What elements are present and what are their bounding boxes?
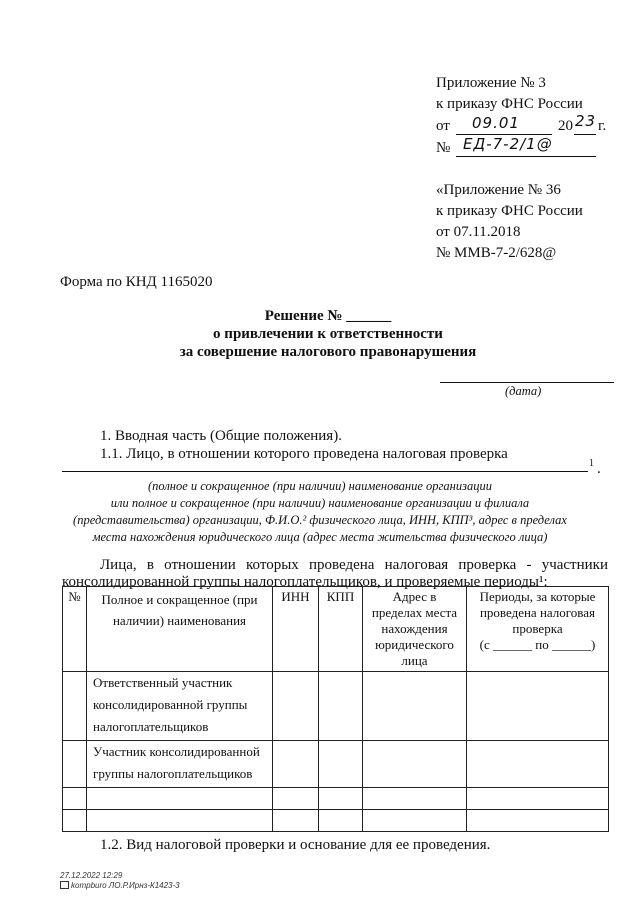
subject-line <box>62 471 588 472</box>
appendix-year-suffix: г. <box>598 118 607 134</box>
appendix-title: Приложение № 3 <box>436 75 546 91</box>
appendix-number-prefix: № <box>436 140 451 156</box>
appendix-year-underline <box>574 134 596 135</box>
row-periods-cell <box>467 788 609 810</box>
row-name-cell <box>87 810 273 832</box>
col-header-kpp: КПП <box>319 587 363 672</box>
row-address-cell <box>363 741 467 788</box>
appendix-number-underline <box>456 156 596 157</box>
subject-caption-1: (полное и сокращенное (при наличии) наименование организации <box>147 479 493 493</box>
subject-line-period: . <box>597 461 601 477</box>
footer-print-info <box>60 881 180 891</box>
decision-subtitle: о привлечении к ответственности <box>213 326 443 342</box>
subject-caption-2: или полное и сокращенное (при наличии) наименование организации и филиала <box>110 496 530 510</box>
date-caption: (дата) <box>505 384 542 398</box>
col-header-periods-text: Периоды, за которые проведена налоговая проверка <box>479 589 596 636</box>
row-kpp-cell <box>319 810 363 832</box>
row-kpp-cell <box>319 672 363 741</box>
row-inn-cell <box>273 741 319 788</box>
appendix-order: к приказу ФНС России <box>436 96 583 112</box>
participants-paragraph-line-2: консолидированной группы налогоплательщиков, и проверяемые периоды¹: <box>62 574 548 590</box>
form-code: Форма по КНД 1165020 <box>60 274 213 290</box>
col-header-address: Адрес в пределах места нахождения юридического лица <box>363 587 467 672</box>
footnote-mark: 1 <box>589 458 594 469</box>
row-name-cell <box>87 788 273 810</box>
table-row <box>63 672 609 741</box>
row-inn-cell <box>273 810 319 832</box>
footer-print-text: kompburo ЛО.Р.Ирнз-К1423-3 <box>71 881 180 890</box>
section-1-2-heading: 1.2. Вид налоговой проверки и основание для ее проведения. <box>100 837 491 853</box>
row-periods-cell <box>467 672 609 741</box>
col-header-name <box>87 587 273 672</box>
row-num-cell <box>63 741 87 788</box>
row-address-cell <box>363 672 467 741</box>
old-appendix-title: «Приложение № 36 <box>436 182 561 198</box>
col-header-periods <box>467 587 609 672</box>
col-header-periods-range: (с ______ по ______) <box>479 637 596 652</box>
col-header-name-text: Полное и сокращенное (при наличии) наименования <box>101 592 258 628</box>
section-1-heading: 1. Вводная часть (Общие положения). <box>100 428 342 444</box>
appendix-date-prefix: от <box>436 118 450 134</box>
row-periods-cell <box>467 810 609 832</box>
appendix-year-prefix: 20 <box>558 118 573 134</box>
row-num-cell <box>63 672 87 741</box>
table-row <box>63 741 609 788</box>
old-appendix-date: от 07.11.2018 <box>436 224 521 240</box>
subject-caption-4: места нахождения юридического лица (адрес места жительства физического лица) <box>92 530 548 544</box>
appendix-date-handwritten: 09.01 <box>472 114 520 132</box>
row-name-cell: Ответственный участник консолидированной группы налогоплательщиков <box>87 672 273 741</box>
appendix-year-handwritten: 23 <box>575 112 597 130</box>
row-name-cell: Участник консолидированной группы налогоплательщиков <box>87 741 273 788</box>
row-address-cell <box>363 810 467 832</box>
row-num-cell <box>63 788 87 810</box>
section-1-1-label: 1.1. Лицо, в отношении которого проведена налоговая проверка <box>100 446 508 462</box>
decision-title: Решение № ______ <box>264 308 392 324</box>
table-row <box>63 810 609 832</box>
old-appendix-order: к приказу ФНС России <box>436 203 583 219</box>
row-address-cell <box>363 788 467 810</box>
old-appendix-number: № ММВ-7-2/628@ <box>436 245 557 261</box>
row-kpp-cell <box>319 788 363 810</box>
row-num-cell <box>63 810 87 832</box>
printer-icon <box>60 881 69 889</box>
row-inn-cell <box>273 788 319 810</box>
row-inn-cell <box>273 672 319 741</box>
footer-timestamp: 27.12.2022 12:29 <box>60 871 123 880</box>
col-header-num: № <box>63 587 87 672</box>
participants-table <box>62 586 609 832</box>
decision-subtitle-2: за совершение налогового правонарушения <box>179 344 477 360</box>
table-header-row <box>63 587 609 672</box>
subject-caption-3: (представительства) организации, Ф.И.О.² физического лица, ИНН, КПП³, адрес в пределах <box>73 513 567 527</box>
appendix-number-handwritten: ЕД-7-2/1@ <box>463 135 553 153</box>
row-kpp-cell <box>319 741 363 788</box>
row-periods-cell <box>467 741 609 788</box>
col-header-inn: ИНН <box>273 587 319 672</box>
participants-paragraph-line-1: Лица, в отношении которых проведена налоговая проверка - участники <box>100 557 608 573</box>
table-row <box>63 788 609 810</box>
